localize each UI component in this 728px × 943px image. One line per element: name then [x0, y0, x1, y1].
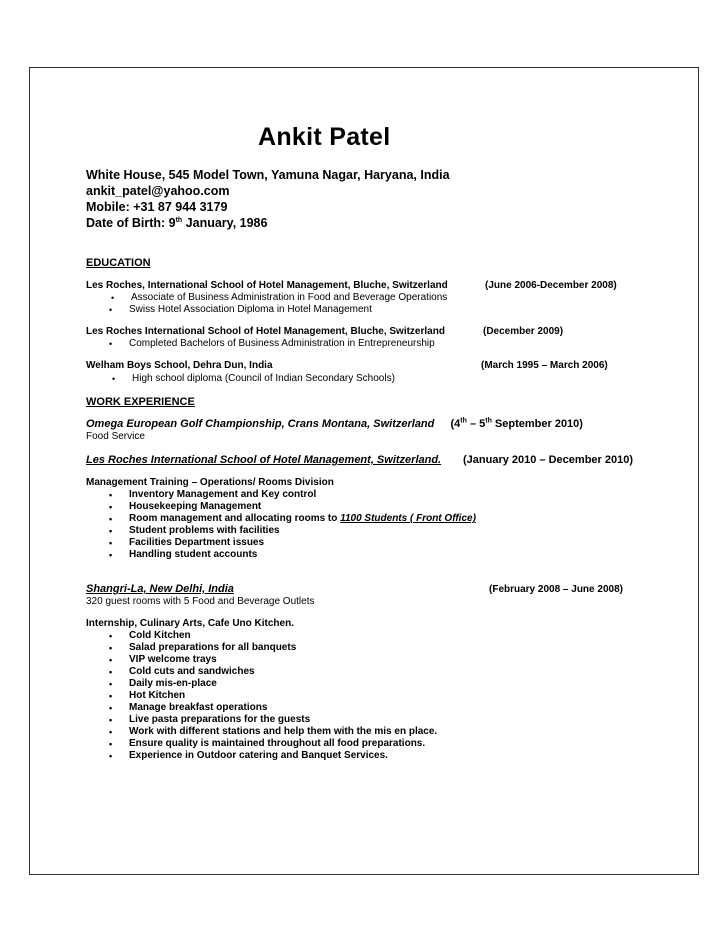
list-item: • Cold cuts and sandwiches	[129, 666, 437, 678]
education-entry-date: (March 1995 – March 2006)	[481, 360, 608, 371]
list-item: • Salad preparations for all banquets	[129, 642, 437, 654]
omega-entry	[86, 418, 583, 430]
work-experience-heading: WORK EXPERIENCE	[86, 396, 195, 408]
candidate-name: Ankit Patel	[258, 123, 391, 151]
date-of-birth: Date of Birth: 9th January, 1986	[86, 216, 268, 230]
list-item: • Live pasta preparations for the guests	[129, 714, 437, 726]
education-entry-list	[131, 292, 447, 316]
lesroches-work-role: Management Training – Operations/ Rooms Division	[86, 477, 334, 488]
education-entry-date: (December 2009)	[483, 326, 564, 337]
omega-date: (4th – 5th September 2010)	[450, 417, 583, 430]
omega-title: Omega European Golf Championship, Crans Montana, Switzerland	[86, 418, 435, 430]
list-item: • Associate of Business Administration in Food and Beverage Operations	[131, 292, 447, 304]
list-item: • Ensure quality is maintained throughout all food preparations.	[129, 738, 437, 750]
education-heading: EDUCATION	[86, 257, 151, 269]
list-item: • Completed Bachelors of Business Administration in Entrepreneurship	[129, 338, 435, 350]
list-item: • Cold Kitchen	[129, 630, 437, 642]
list-item: • Work with different stations and help them with the mis en place.	[129, 726, 437, 738]
list-item: • Inventory Management and Key control	[129, 489, 476, 501]
list-item: • Manage breakfast operations	[129, 702, 437, 714]
education-entry-list	[132, 373, 395, 385]
lesroches-work-title: Les Roches International School of Hotel Management, Switzerland.	[86, 454, 442, 466]
address: White House, 545 Model Town, Yamuna Nagar, Haryana, India	[86, 168, 450, 182]
list-item: • VIP welcome trays	[129, 654, 437, 666]
education-entry-list	[129, 338, 435, 350]
email: ankit_patel@yahoo.com	[86, 184, 230, 198]
shangrila-subtitle: 320 guest rooms with 5 Food and Beverage Outlets	[86, 596, 315, 607]
list-item: • Student problems with facilities	[129, 525, 476, 537]
education-entry-title: Welham Boys School, Dehra Dun, India	[86, 360, 273, 371]
shangrila-list	[129, 630, 437, 762]
shangrila-role: Internship, Culinary Arts, Cafe Uno Kitchen.	[86, 618, 294, 629]
list-item: • Handling student accounts	[129, 549, 476, 561]
list-item: • Swiss Hotel Association Diploma in Hotel Management	[129, 304, 445, 316]
lesroches-work-date: (January 2010 – December 2010)	[463, 454, 633, 466]
education-entry-title: Les Roches International School of Hotel Management, Bluche, Switzerland	[86, 326, 445, 337]
education-entry-date: (June 2006-December 2008)	[485, 280, 617, 291]
list-item: • Hot Kitchen	[129, 690, 437, 702]
list-item: • Facilities Department issues	[129, 537, 476, 549]
lesroches-work-list	[129, 489, 476, 561]
shangrila-date: (February 2008 – June 2008)	[489, 584, 623, 595]
education-entry-title: Les Roches, International School of Hotel Management, Bluche, Switzerland	[86, 280, 448, 291]
shangrila-title: Shangri-La, New Delhi, India	[86, 583, 234, 595]
list-item: • Experience in Outdoor catering and Banquet Services.	[129, 750, 437, 762]
list-item: • Housekeeping Management	[129, 501, 476, 513]
list-item: • Daily mis-en-place	[129, 678, 437, 690]
lesroches-work-entry	[86, 454, 441, 466]
list-item: • Room management and allocating rooms to 1100 Students ( Front Office)	[129, 513, 476, 525]
list-item: • High school diploma (Council of Indian Secondary Schools)	[132, 373, 395, 385]
omega-role: Food Service	[86, 431, 145, 442]
resume-page	[29, 67, 699, 875]
shangrila-entry	[86, 583, 234, 595]
mobile: Mobile: +31 87 944 3179	[86, 200, 228, 214]
